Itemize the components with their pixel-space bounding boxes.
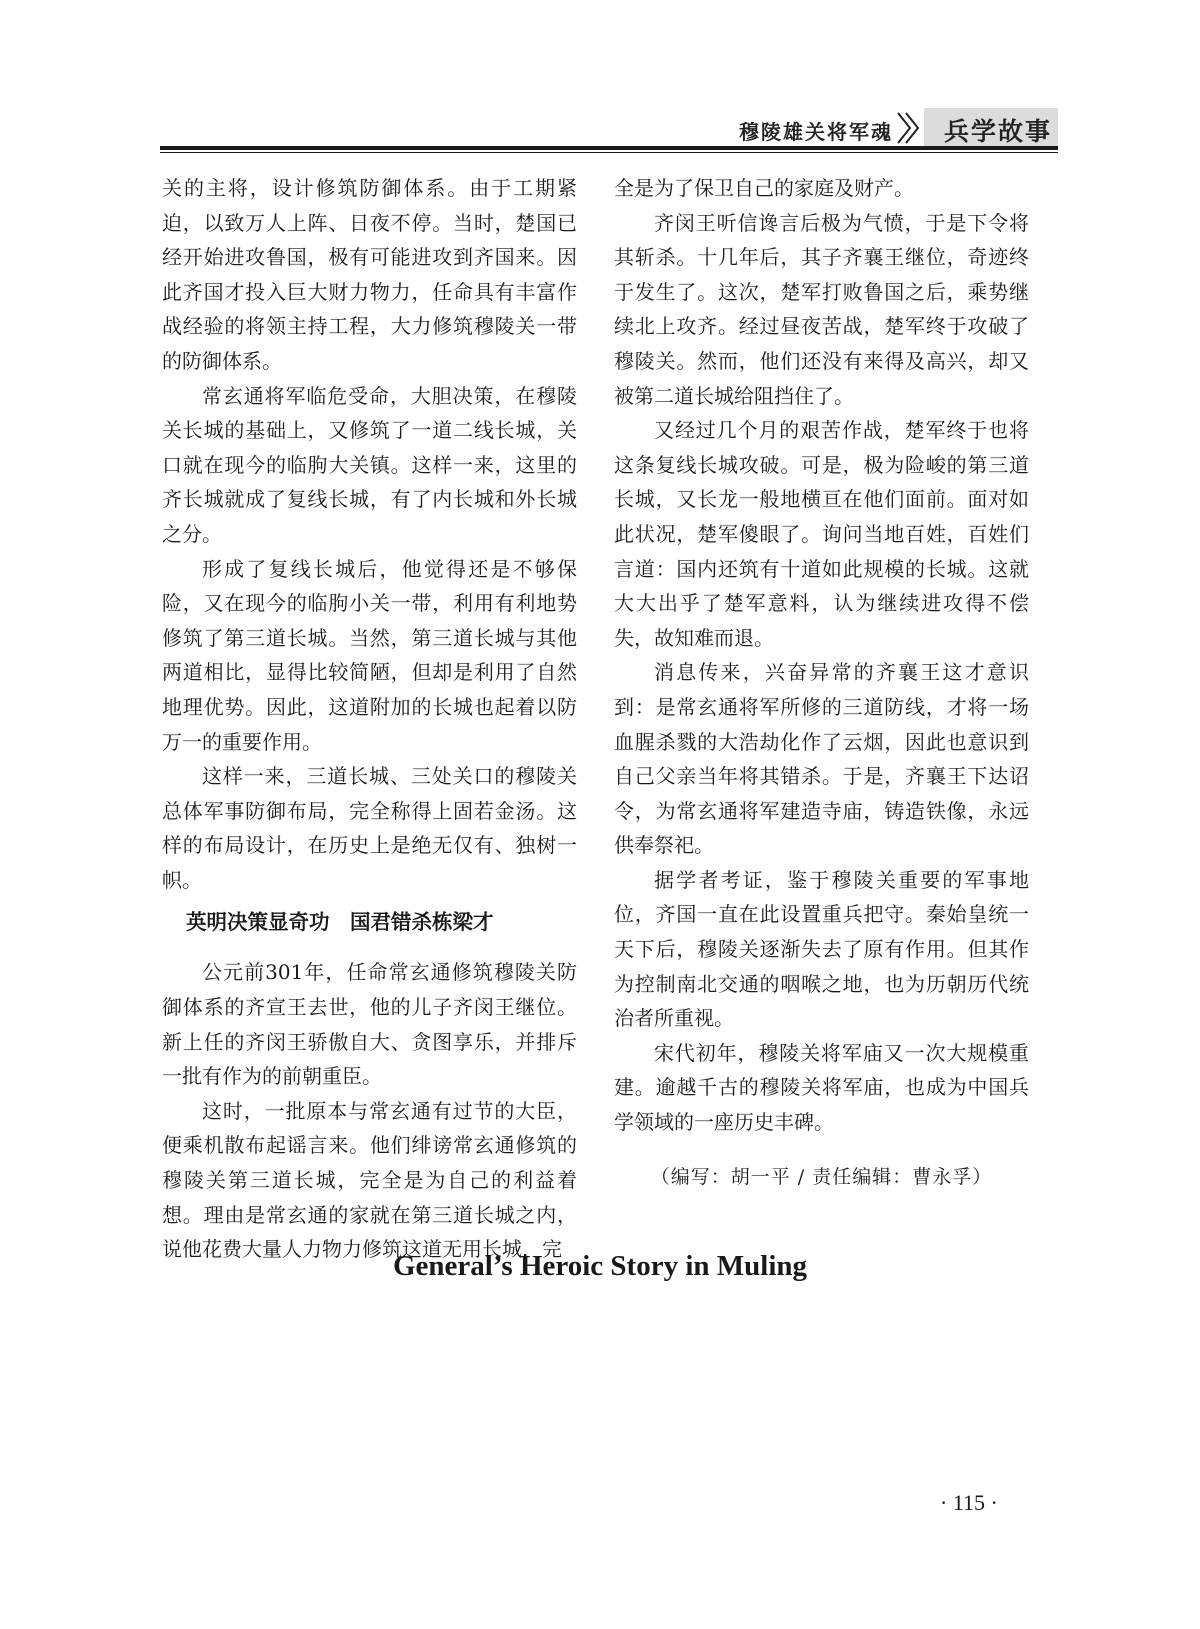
paragraph: 形成了复线长城后，他觉得还是不够保险，又在现今的临朐小关一带，利用有利地势修筑了第三道长城。当然，第三道长城与其他两道相比，显得比较简陋，但却是利用了自然地理优势。因此，这道附加的长城也起着以防万一的重要作用。 xyxy=(162,556,577,754)
paragraph: 全是为了保卫自己的家庭及财产。 xyxy=(614,176,914,200)
running-header-subtitle: 穆陵雄关将军魂 xyxy=(739,120,893,144)
english-title: General’s Heroic Story in Muling xyxy=(392,1250,807,1282)
paragraph: 常玄通将军临危受命，大胆决策，在穆陵关长城的基础上，又修筑了一道二线长城，关口就在现今的临朐大关镇。这样一来，这里的齐长城就成了复线长城，有了内长城和外长城之分。 xyxy=(162,383,577,546)
paragraph: 齐闵王听信谗言后极为气愤，于是下令将其斩杀。十几年后，其子齐襄王继位，奇迹终于发生了。这次，楚军打败鲁国之后，乘势继续北上攻齐。经过昼夜苦战，楚军终于攻破了穆陵关。然而，他们还没有来得及高兴，却又被第二道长城给阻挡住了。 xyxy=(614,210,1029,408)
header-rule-thick xyxy=(160,146,1058,150)
paragraph: 这样一来，三道长城、三处关口的穆陵关总体军事防御布局，完全称得上固若金汤。这样的布局设计，在历史上是绝无仅有、独树一帜。 xyxy=(162,764,577,892)
paragraph: 这时，一批原本与常玄通有过节的大臣，便乘机散布起谣言来。他们绯谤常玄通修筑的穆陵关第三道长城，完全是为自己的利益着想。理由是常玄通的家就在第三道长城之内，说他花费大量人力物力修筑这道无用长城，完 xyxy=(162,1098,577,1262)
paragraph: 据学者考证，鉴于穆陵关重要的军事地位，齐国一直在此设置重兵把守。秦始皇统一天下后，穆陵关逐渐失去了原有作用。但其作为控制南北交通的咽喉之地，也为历朝历代统治者所重视。 xyxy=(614,867,1029,1031)
paragraph: 宋代初年，穆陵关将军庙又一次大规模重建。逾越千古的穆陵关将军庙，也成为中国兵学领域的一座历史丰碑。 xyxy=(614,1040,1029,1135)
paragraph: 消息传来，兴奋异常的齐襄王这才意识到：是常玄通将军所修的三道防线，才将一场血腥杀戮的大浩劫化作了云烟，因此也意识到自己父亲当年将其错杀。于是，齐襄王下达诏令，为常玄通将军建造寺庙，铸造铁像，永远供奉祭祀。 xyxy=(614,660,1029,858)
section-label: 兵学故事 xyxy=(943,117,1052,146)
page-number: · 115 · xyxy=(940,1490,998,1515)
byline: （编写：胡一平 / 责任编辑：曹永孚） xyxy=(650,1165,993,1188)
paragraph: 关的主将，设计修筑防御体系。由于工期紧迫，以致万人上阵、日夜不停。当时，楚国已经开始进攻鲁国，极有可能进攻到齐国来。因此齐国才投入巨大财力物力，任命具有丰富作战经验的将领主持工程，大力修筑穆陵关一带的防御体系。 xyxy=(162,176,577,373)
section-subheading: 英明决策显奇功 国君错杀栋梁才 xyxy=(186,910,494,935)
paragraph: 公元前301年，任命常玄通修筑穆陵关防御体系的齐宣王去世，他的儿子齐闵王继位。新上任的齐闵王骄傲自大、贪图享乐，并排斥一批有作为的前朝重臣。 xyxy=(162,960,577,1089)
section-label-box xyxy=(924,108,1058,148)
left-column xyxy=(162,171,577,1267)
right-column xyxy=(614,171,1029,1194)
paragraph: 又经过几个月的艰苦作战，楚军终于也将这条复线长城攻破。可是，极为险峻的第三道长城，又长龙一般地横亘在他们面前。面对如此状况，楚军傻眼了。询问当地百姓，百姓们言道：国内还筑有十道如此规模的长城。这就大大出乎了楚军意料，认为继续进攻得不偿失，故知难而退。 xyxy=(614,418,1029,650)
chevron-right-icon xyxy=(894,110,922,146)
header-rule-thin xyxy=(160,152,1058,153)
